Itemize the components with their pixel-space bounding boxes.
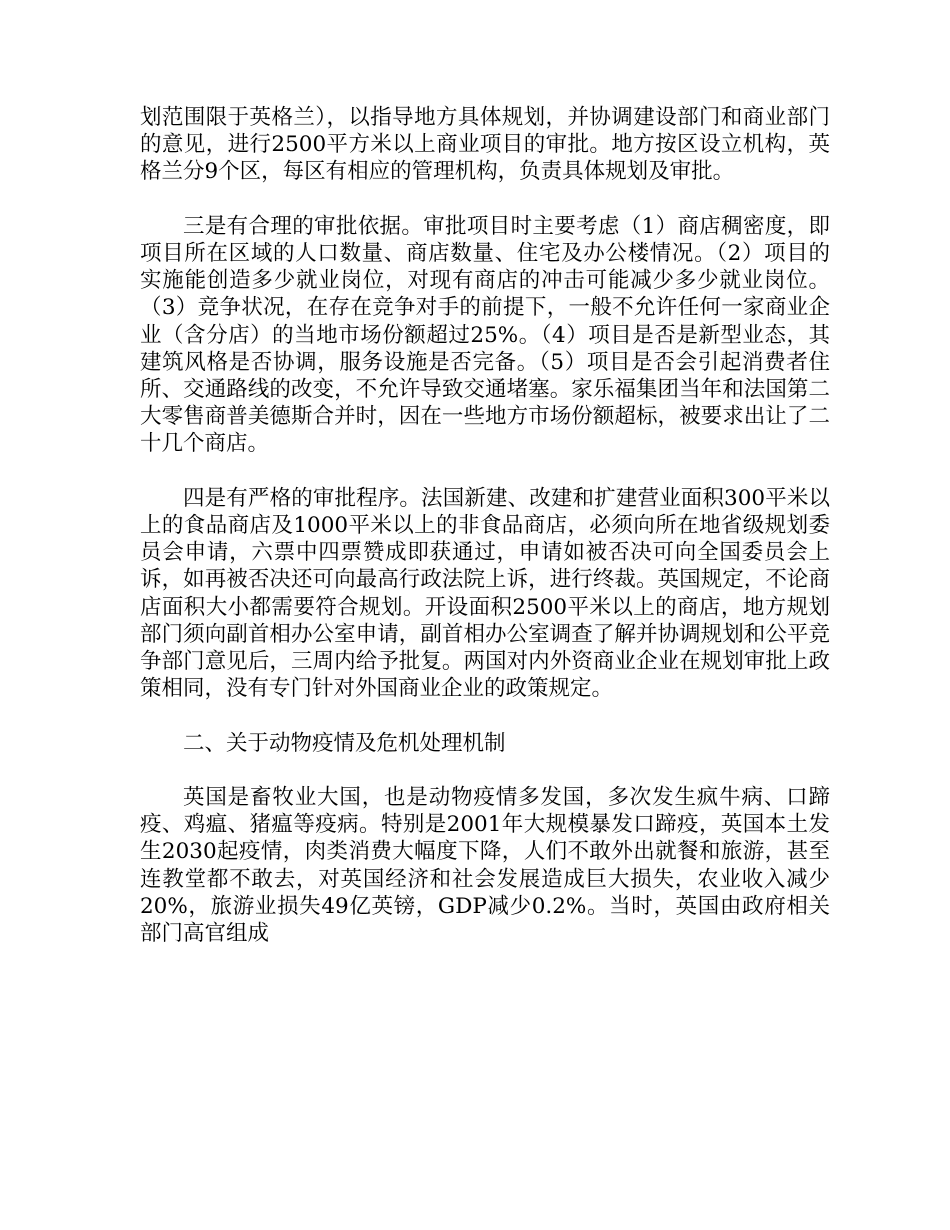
paragraph-animal-epidemic: 英国是畜牧业大国，也是动物疫情多发国，多次发生疯牛病、口蹄疫、鸡瘟、猪瘟等疫病。特别是2001年大规模暴发口蹄疫，英国本土发生2030起疫情，肉类消费大幅度下降，人们不敢外出就餐和旅游，甚至连教堂都不敢去，对英国经济和社会发展造成巨大损失，农业收入减少20%，旅游业损失49亿英镑，GDP减少0.2%。当时，英国由政府相关部门高官组成 [140, 785, 830, 947]
document-body [140, 104, 830, 974]
paragraph-planning-scope: 划范围限于英格兰），以指导地方具体规划，并协调建设部门和商业部门的意见，进行2500平方米以上商业项目的审批。地方按区设立机构，英格兰分9个区，每区有相应的管理机构，负责具体规划及审批。 [140, 105, 830, 185]
paragraph-approval-basis: 三是有合理的审批依据。审批项目时主要考虑（1）商店稠密度，即项目所在区域的人口数量、商店数量、住宅及办公楼情况。（2）项目的实施能创造多少就业岗位，对现有商店的冲击可能减少多少就业岗位。（3）竞争状况，在存在竞争对手的前提下，一般不允许任何一家商业企业（含分店）的当地市场份额超过25%。（4）项目是否是新型业态，其建筑风格是否协调，服务设施是否完备。（5）项目是否会引起消费者住所、交通路线的改变，不允许导致交通堵塞。家乐福集团当年和法国第二大零售商普美德斯合并时，因在一些地方市场份额超标，被要求出让了二十几个商店。 [140, 213, 830, 457]
paragraph-approval-procedure: 四是有严格的审批程序。法国新建、改建和扩建营业面积300平米以上的食品商店及1000平米以上的非食品商店，必须向所在地省级规划委员会申请，六票中四票赞成即获通过，申请如被否决可向全国委员会上诉，如再被否决还可向最高行政法院上诉，进行终裁。英国规定，不论商店面积大小都需要符合规划。开设面积2500平米以上的商店，地方规划部门须向副首相办公室申请，副首相办公室调查了解并协调规划和公平竞争部门意见后，三周内给予批复。两国对内外资商业企业在规划审批上政策相同，没有专门针对外国商业企业的政策规定。 [140, 485, 830, 702]
section-heading: 二、关于动物疫情及危机处理机制 [183, 730, 506, 756]
